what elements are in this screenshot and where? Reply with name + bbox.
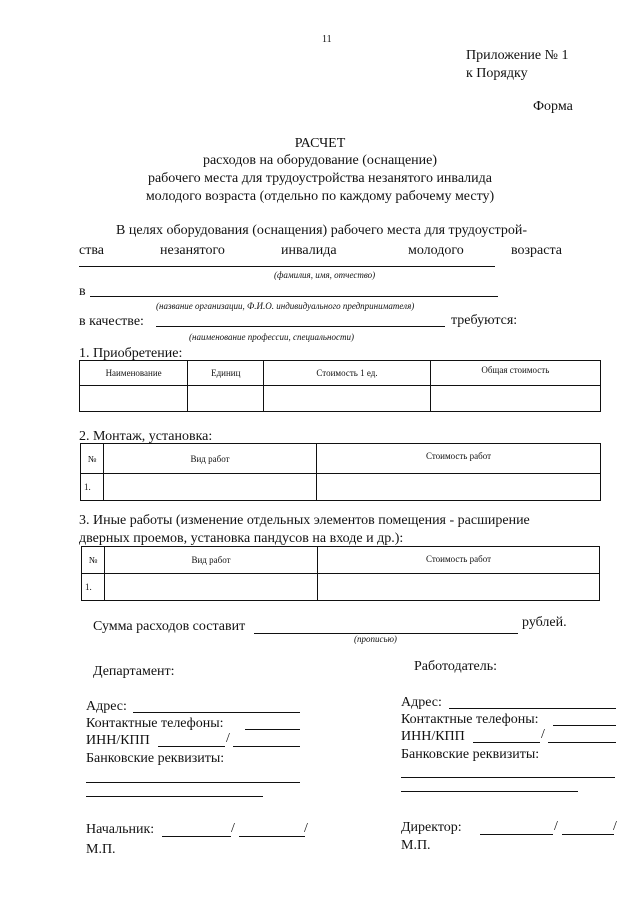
table-header: Общая стоимость xyxy=(430,361,600,386)
table-cell[interactable] xyxy=(104,474,317,501)
section-3-heading-line-2: дверных проемов, установка пандусов на входе и др.): xyxy=(79,531,404,546)
table-header: № xyxy=(82,547,105,574)
department-bank: Банковские реквизиты: xyxy=(86,751,225,766)
employer-address: Адрес: xyxy=(401,695,442,710)
intro-word: инвалида xyxy=(281,243,337,258)
purchase-table xyxy=(79,360,601,412)
employer-head: Директор: xyxy=(401,820,462,835)
table-cell[interactable] xyxy=(430,386,600,412)
table-cell[interactable] xyxy=(318,574,600,601)
title-main: РАСЧЕТ xyxy=(294,136,346,151)
employer-head-line xyxy=(562,834,614,835)
table-cell[interactable] xyxy=(317,474,601,501)
annex-line-2: к Порядку xyxy=(466,66,528,81)
annex-line-1: Приложение № 1 xyxy=(466,48,569,63)
row-number: 1. xyxy=(81,474,104,501)
intro-line-1: В целях оборудования (оснащения) рабочего места для трудоустрой- xyxy=(116,223,528,238)
employer-head-line xyxy=(480,834,553,835)
section-3-heading-line-1: 3. Иные работы (изменение отдельных элементов помещения - расширение xyxy=(79,513,530,528)
employer-stamp: М.П. xyxy=(401,838,431,853)
department-head-line xyxy=(239,836,305,837)
table-header: Единиц xyxy=(188,361,264,386)
sum-currency: рублей. xyxy=(522,615,567,630)
hint-name: (фамилия, имя, отчество) xyxy=(274,270,376,280)
intro-word: возраста xyxy=(511,243,562,258)
employer-phones: Контактные телефоны: xyxy=(401,712,539,727)
department-stamp: М.П. xyxy=(86,842,116,857)
org-underline xyxy=(90,296,498,297)
employer-inn-line xyxy=(473,742,540,743)
title-line-2: рабочего места для трудоустройства незанятого инвалида xyxy=(147,171,493,186)
department-phones-line xyxy=(245,729,300,730)
table-header: Вид работ xyxy=(105,547,318,574)
department-phones: Контактные телефоны: xyxy=(86,716,224,731)
department-head-line xyxy=(162,836,231,837)
page-number: 11 xyxy=(322,34,332,45)
other-works-table xyxy=(81,546,600,601)
employer-title: Работодатель: xyxy=(414,659,498,674)
table-cell[interactable] xyxy=(80,386,188,412)
department-bank-line xyxy=(86,796,263,797)
installation-table xyxy=(80,443,601,501)
row-number: 1. xyxy=(82,574,105,601)
profession-underline xyxy=(156,326,445,327)
intro-word: ства xyxy=(79,243,104,258)
table-cell[interactable] xyxy=(264,386,430,412)
table-cell[interactable] xyxy=(188,386,264,412)
required-label: требуются: xyxy=(451,313,518,328)
in-prefix: в xyxy=(79,284,86,299)
sum-hint: (прописью) xyxy=(354,634,397,644)
intro-word: незанятого xyxy=(160,243,225,258)
employer-bank-line xyxy=(401,777,615,778)
name-underline xyxy=(79,266,495,267)
title-line-1: расходов на оборудование (оснащение) xyxy=(202,153,438,168)
department-inn-line xyxy=(158,746,225,747)
department-title: Департамент: xyxy=(93,664,175,679)
table-header: Вид работ xyxy=(104,444,317,474)
table-header: № xyxy=(81,444,104,474)
hint-org: (название организации, Ф.И.О. индивидуального предпринимателя) xyxy=(156,301,415,311)
employer-bank-line xyxy=(401,791,578,792)
intro-word: молодого xyxy=(408,243,464,258)
employer-address-line xyxy=(449,708,616,709)
sum-label: Сумма расходов составит xyxy=(93,619,246,634)
form-label: Форма xyxy=(533,99,573,114)
department-address: Адрес: xyxy=(86,699,127,714)
hint-profession: (наименование профессии, специальности) xyxy=(189,332,354,342)
table-header: Наименование xyxy=(80,361,188,386)
table-header: Стоимость работ xyxy=(317,444,601,474)
employer-inn: ИНН/КПП xyxy=(401,729,465,744)
department-head: Начальник: xyxy=(86,822,155,837)
table-header: Стоимость 1 ед. xyxy=(264,361,430,386)
department-inn: ИНН/КПП xyxy=(86,733,150,748)
employer-kpp-line xyxy=(548,742,616,743)
employer-phones-line xyxy=(553,725,616,726)
title-line-3: молодого возраста (отдельно по каждому рабочему месту) xyxy=(145,189,495,204)
section-1-heading: 1. Приобретение: xyxy=(79,346,183,361)
department-kpp-line xyxy=(233,746,300,747)
department-bank-line xyxy=(86,782,300,783)
section-2-heading: 2. Монтаж, установка: xyxy=(79,429,213,444)
department-address-line xyxy=(133,712,300,713)
as-prefix: в качестве: xyxy=(79,314,144,329)
table-header: Стоимость работ xyxy=(318,547,600,574)
table-cell[interactable] xyxy=(105,574,318,601)
employer-bank: Банковские реквизиты: xyxy=(401,747,540,762)
